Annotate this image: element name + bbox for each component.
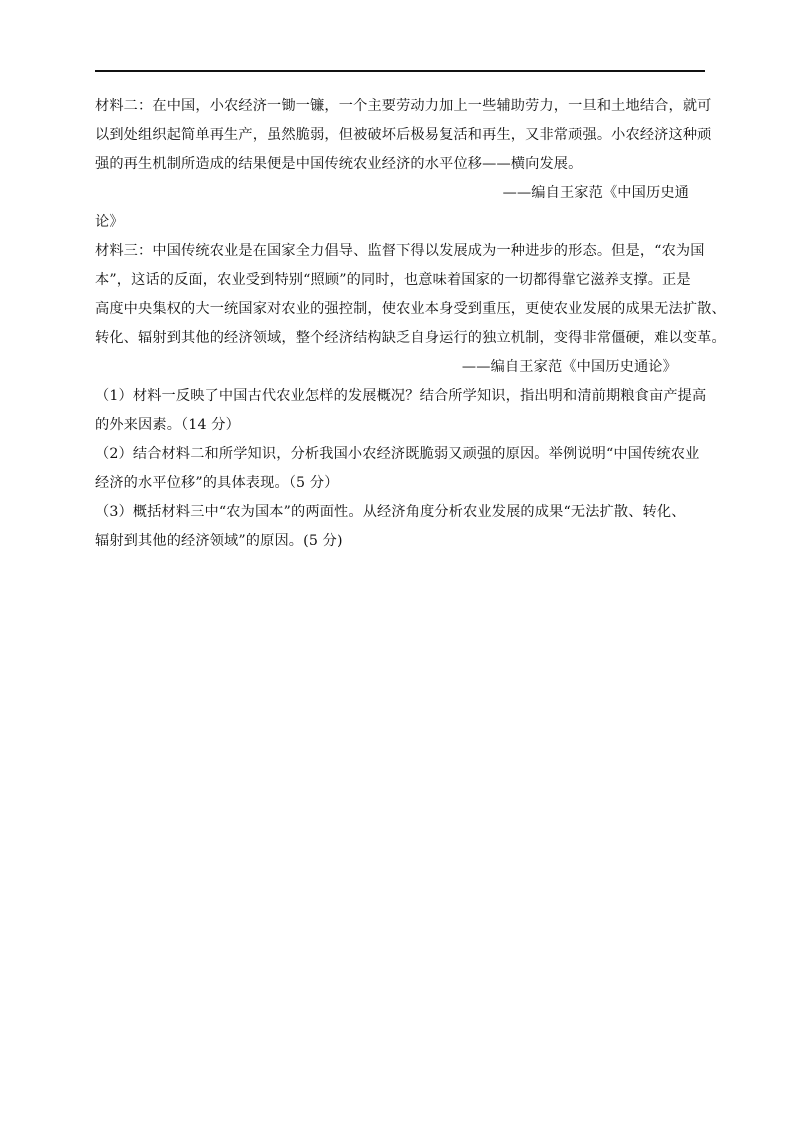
question-two — [95, 440, 705, 498]
material-two-line: 材料二：在中国，小农经济一锄一镰，一个主要劳动力加上一些辅助劳力，一旦和土地结合，就可 — [95, 98, 712, 114]
question-one-line: （1）材料一反映了中国古代农业怎样的发展概况？结合所学知识，指出明和清前期粮食亩产提高 — [95, 388, 707, 404]
material-two-source-continuation: 论》 — [95, 214, 124, 230]
material-two-line: 强的再生机制所造成的结果便是中国传统农业经济的水平位移——横向发展。 — [95, 156, 583, 172]
material-three-line: 转化、辐射到其他的经济领域，整个经济结构缺乏自身运行的独立机制，变得非常僵硬，难以变革。 — [95, 330, 726, 346]
question-one — [95, 382, 705, 440]
question-two-line: （2）结合材料二和所学知识，分析我国小农经济既脆弱又顽强的原因。举例说明“中国传统农业 — [95, 446, 700, 462]
material-three-source: ——编自王家范《中国历史通论》 — [461, 359, 677, 375]
material-three-line: 本”，这话的反面，农业受到特别“照顾”的同时，也意味着国家的一切都得靠它滋养支撑。正是 — [95, 272, 691, 288]
question-two-line: 经济的水平位移”的具体表现。（5 分） — [95, 475, 339, 491]
material-two-source: ——编自王家范《中国历史通 — [502, 185, 689, 201]
material-two-line: 以到处组织起简单再生产，虽然脆弱，但被破坏后极易复活和再生，又非常顽强。小农经济这种顽 — [95, 127, 712, 143]
material-three-line: 材料三：中国传统农业是在国家全力倡导、监督下得以发展成为一种进步的形态。但是，“农为国 — [95, 243, 705, 259]
question-three-line: （3）概括材料三中“农为国本”的两面性。从经济角度分析农业发展的成果“无法扩散、转化、 — [95, 504, 686, 520]
question-one-line: 的外来因素。（14 分） — [95, 417, 240, 433]
question-three — [95, 498, 705, 556]
header-rule — [95, 70, 705, 72]
material-three — [95, 237, 726, 382]
document-body — [95, 92, 726, 556]
material-two — [95, 92, 712, 237]
material-three-line: 高度中央集权的大一统国家对农业的强控制，使农业本身受到重压，更使农业发展的成果无法扩散、 — [95, 301, 726, 317]
question-three-line: 辐射到其他的经济领域”的原因。(5 分) — [95, 533, 343, 549]
